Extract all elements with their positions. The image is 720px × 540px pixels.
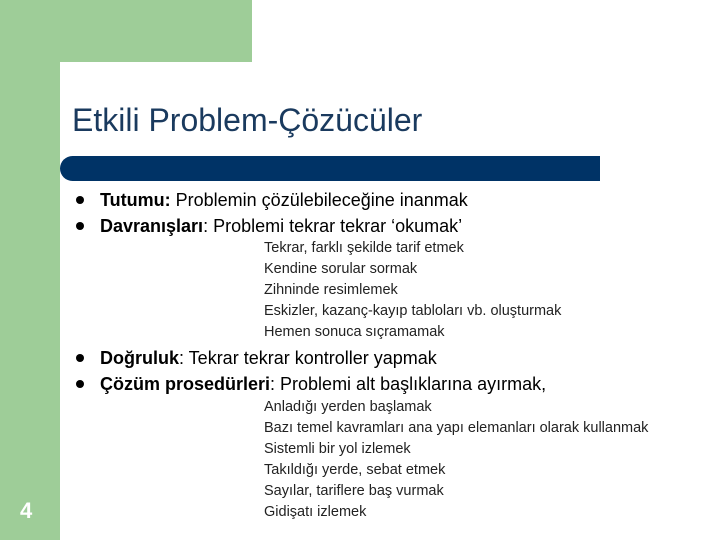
slide-title: Etkili Problem-Çözücüler [72, 102, 423, 138]
sub-item: Sayılar, tariflere baş vurmak [264, 483, 444, 499]
bullet-label: Davranışları [100, 215, 204, 236]
sub-item: Anladığı yerden başlamak [264, 399, 432, 415]
bullet-dot-icon [76, 354, 84, 362]
sub-item: Kendine sorular sormak [264, 261, 418, 277]
bullet-body: : Tekrar tekrar kontroller yapmak [179, 347, 437, 368]
sub-item: Tekrar, farklı şekilde tarif etmek [264, 240, 464, 256]
bullet-item-attitude [76, 189, 468, 211]
bullet-text [100, 216, 462, 237]
bullet-label: Tutumu: [100, 189, 171, 210]
bullet-body: : Problemi alt başlıklarına ayırmak, [270, 373, 547, 394]
bullet-text [100, 374, 546, 395]
bullet-text [100, 190, 468, 211]
title-underline-bar [60, 156, 600, 181]
bullet-body: : Problemi tekrar tekrar ‘okumak’ [203, 215, 463, 236]
bullet-label: Çözüm prosedürleri [100, 373, 271, 394]
bullet-dot-icon [76, 196, 84, 204]
bullet-dot-icon [76, 222, 84, 230]
sub-item: Sistemli bir yol izlemek [264, 441, 411, 457]
bullet-item-behaviors [76, 215, 462, 237]
sub-item: Zihninde resimlemek [264, 282, 398, 298]
sub-item: Hemen sonuca sıçramamak [264, 324, 445, 340]
page-number: 4 [20, 498, 33, 523]
decorative-green-sidebar [0, 0, 60, 540]
bullet-label: Doğruluk [100, 347, 179, 368]
sub-item: Gidişatı izlemek [264, 504, 367, 520]
sub-item: Bazı temel kavramları ana yapı elemanları olarak kullanmak [264, 420, 649, 436]
bullet-item-procedures [76, 373, 546, 395]
sub-item: Eskizler, kazanç-kayıp tabloları vb. oluşturmak [264, 303, 562, 319]
bullet-body: Problemin çözülebileceğine inanmak [170, 189, 468, 210]
sub-item: Takıldığı yerde, sebat etmek [264, 462, 446, 478]
bullet-text [100, 348, 437, 369]
bullet-dot-icon [76, 380, 84, 388]
bullet-item-accuracy [76, 347, 437, 369]
